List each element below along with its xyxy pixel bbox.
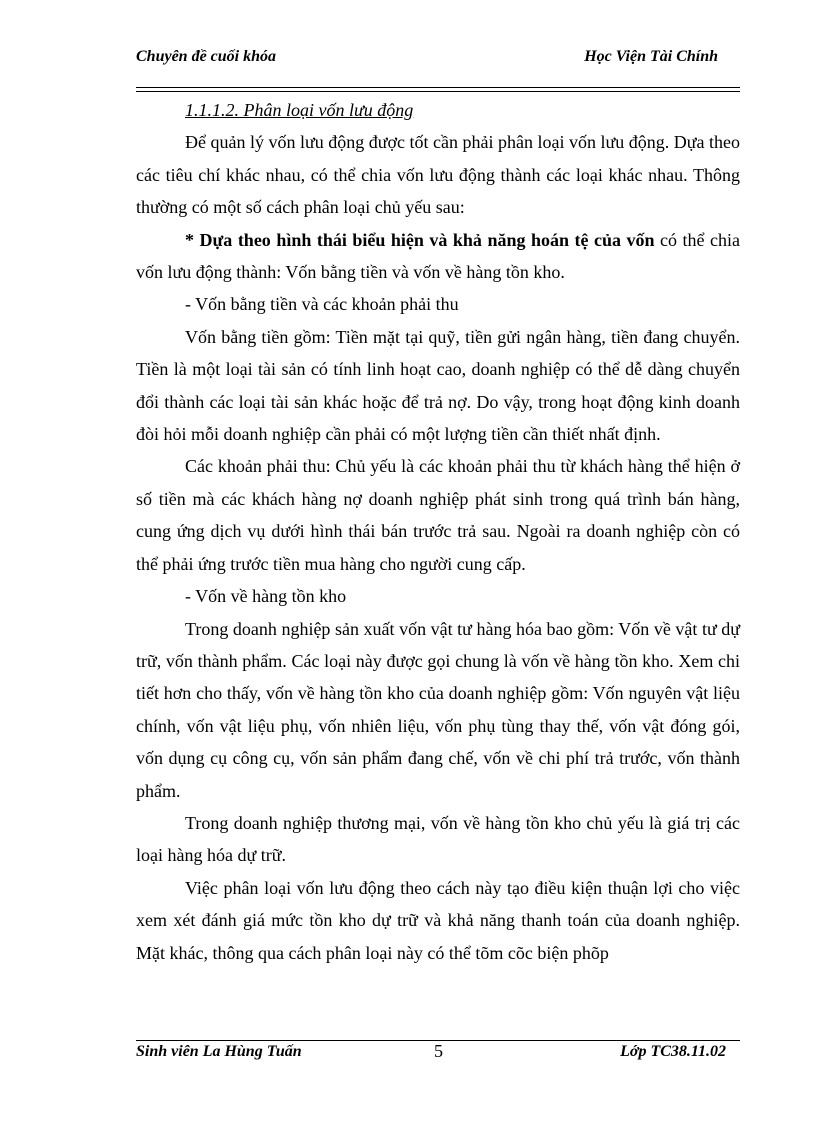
header-institution: Học Viện Tài Chính (584, 48, 718, 65)
header-divider (136, 87, 740, 92)
footer-author: Sinh viên La Hùng Tuấn (136, 1043, 302, 1060)
paragraph-inventory-trade: Trong doanh nghiệp thương mại, vốn về hàng tồn kho chủ yếu là giá trị các loại hàng hóa dự trữ. (136, 812, 740, 866)
section-heading: 1.1.1.2. Phân loại vốn lưu động (185, 100, 414, 120)
paragraph-cash: Vốn bằng tiền gồm: Tiền mặt tại quỹ, tiền gửi ngân hàng, tiền đang chuyển. Tiền là một loại tài sản có tính linh hoạt cao, doanh nghiệp có thể dễ dàng chuyển đổi thành các loại tài sản khác hoặc để trả nợ. Do vậy, trong hoạt động kinh doanh đòi hỏi mỗi doanh nghiệp cần phải có một lượng tiền cần thiết nhất định. (136, 326, 740, 445)
subheading-inventory: - Vốn về hàng tồn kho (185, 586, 347, 607)
paragraph-conclusion: Việc phân loại vốn lưu động theo cách này tạo điều kiện thuận lợi cho việc xem xét đánh giá mức tồn kho dự trữ và khả năng thanh toán của doanh nghiệp. Mặt khác, thông qua cách phân loại này có thể tõm cõc biện phõp (136, 877, 740, 963)
page-number: 5 (434, 1041, 443, 1061)
paragraph-receivables: Các khoản phải thu: Chủ yếu là các khoản phải thu từ khách hàng thể hiện ở số tiền mà các khách hàng nợ doanh nghiệp phát sinh trong quá trình bán hàng, cung ứng dịch vụ dưới hình thái bán trước trả sau. Ngoài ra doanh nghiệp còn có thể phải ứng trước tiền mua hàng cho người cung cấp. (136, 456, 740, 574)
page-footer (136, 1043, 740, 1067)
paragraph-intro: Để quản lý vốn lưu động được tốt cần phải phân loại vốn lưu động. Dựa theo các tiêu chí khác nhau, có thể chia vốn lưu động thành các loại khác nhau. Thông thường có một số cách phân loại chủ yếu sau: (136, 132, 740, 218)
page-header (136, 46, 740, 72)
paragraph-classification (136, 224, 740, 289)
subheading-cash: - Vốn bằng tiền và các khoản phải thu (185, 294, 459, 315)
classification-criterion: * Dựa theo hình thái biểu hiện và khả năng hoán tệ của vốn (185, 229, 655, 250)
footer-class: Lớp TC38.11.02 (620, 1043, 726, 1060)
paragraph-inventory-production: Trong doanh nghiệp sản xuất vốn vật tư hàng hóa bao gồm: Vốn về vật tư dự trữ, vốn thành phẩm. Các loại này được gọi chung là vốn về hàng tồn kho. Xem chi tiết hơn cho thấy, vốn về hàng tồn kho của doanh nghiệp gồm: Vốn nguyên vật liệu chính, vốn vật liệu phụ, vốn nhiên liệu, vốn phụ tùng thay thế, vốn vật đóng gói, vốn dụng cụ công cụ, vốn sản phẩm đang chế, vốn về chi phí trả trước, vốn thành phẩm. (136, 618, 740, 801)
header-title: Chuyên đề cuối khóa (136, 48, 277, 65)
document-body (136, 94, 740, 969)
classification-text: có thể chia vốn lưu động thành: Vốn bằng tiền và vốn về hàng tồn kho. (136, 229, 740, 283)
